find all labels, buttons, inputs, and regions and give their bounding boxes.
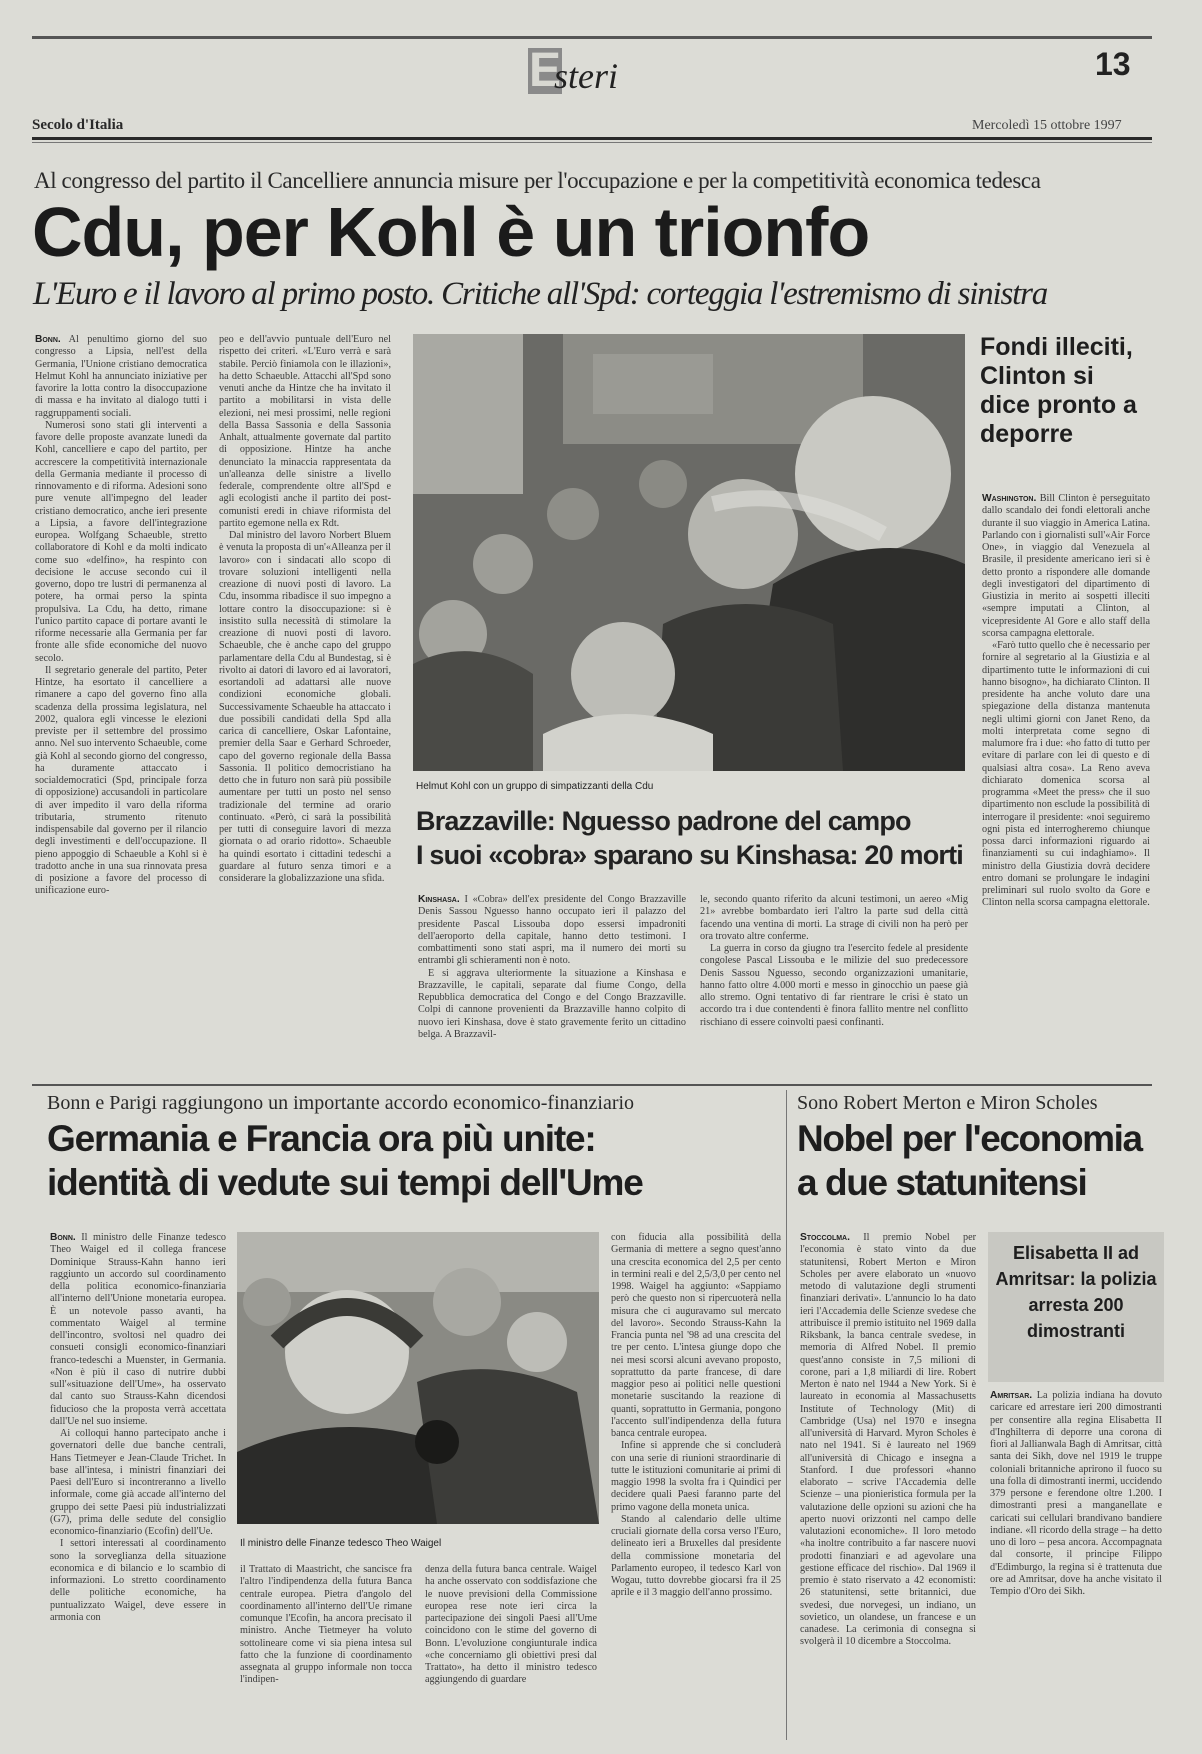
germania-col2-p1: il Trattato di Maastricht, che sancisce fra l'altro l'indipendenza della futura Banca centrale europea. Pietra d'angolo del coordinamento all'interno dell'Ue rimane comunque l'Ecofin, ha ancora precisato il ministro. Anche Tietmeyer ha voluto sottolineare come vi sia piena intesa sul fatto che la funzione di coordinamento assegnata al gruppo informale non tocca l'indipen- (240, 1564, 412, 1686)
section-logo-rest: steri (554, 56, 619, 96)
elisabetta-headline: Elisabetta II ad Amritsar: la polizia arresta 200 dimostranti (995, 1243, 1157, 1341)
elisabetta-p1: La polizia indiana ha dovuto caricare ed arrestare ieri 200 dimostranti per consentire alla regina Elisabetta II d'Inghilterra di deporre una corona di fiori al Jallianwala Bagh di Amritsar, città santa dei Sikh, dove nel 1919 le truppe coloniali britanniche aprirono il fuoco su una folla di dimostranti inermi, uccidendo 379 persone e ferendone oltre 1.200. I dimostranti presi a manganellate e caricati sui cellulari brandivano bandiere indiane. «Il ricordo della strage – ha detto uno di loro – pesa ancora. Accompagnata dal consorte, il principe Filippo d'Edimburgo, la regina si è trattenuta due ore ad Amritsar, dove ha anche visitato il Tempio d'Oro dei Sikh. (990, 1390, 1162, 1597)
brazzaville-column-1 (418, 894, 686, 1064)
clinton-p2: «Farò tutto quello che è necessario per fornire al segretario al la Giustizia e al dipartimento tutte le informazioni di cui hanno bisogno», ha dichiarato Clinton. Il presidente ha anche voluto dare una spiegazione della distanza mantenuta negli ultimi giorni con Janet Reno, da molti interpretata come segno di malumore fra i due: «ho fatto di tutto per evitare di parlare con lei di questo e di qualsiasi altra cosa». La Reno aveva dichiarato domenica scorsa al programma «Meet the press» che il suo dipartimento non esclude la possibilità di interrogare il presidente: «noi seguiremo ogni pista ed interrogheremo chiunque possa darci informazioni riguardo ai finanziamenti su cui indaghiamo». Il ministro della Giustizia dovrà decidere entro domani se prolungare le indagini preliminari sul ruolo svolto da Gore e Clinton nella scorsa campagna elettorale. (982, 640, 1150, 909)
lead-col1-p1: Al penultimo giorno del suo congresso a Lipsia, nell'est della Germania, l'Unione cristiano democratica Helmut Kohl ha annunciato iniziative per favorire la lotta contro la disoccupazione di massa e ha invitato al dialogo tutti i raggruppamenti sociali. (35, 334, 207, 419)
nobel-kicker: Sono Robert Merton e Miron Scholes (797, 1092, 1098, 1114)
germania-col3-p1: con fiducia alla possibilità della Germania di mettere a segno quest'anno una crescita economica del 2,5 per cento in termini reali e del 2,5/3,0 per cento nel 1998. Waigel ha aggiunto: «Sappiamo però che questo non si ripercuoterà nella misura che ci auguravamo sul mercato del lavoro». Secondo Strauss-Kahn la Francia punta nel '98 ad una crescita del tre per cento. L'intesa giunge dopo che nei mesi scorsi alcuni avevano proposto, soprattutto da parte francese, di dare maggior peso ai politici nelle questioni monetarie suscitando la reazione di quanti, soprattutto in Germania, pongono l'accento sull'indipendenza della futura banca centrale europea. (611, 1232, 781, 1439)
clinton-headline: Fondi illeciti, Clinton si dice pronto a deporre (980, 333, 1137, 448)
germania-dateline: Bonn. (50, 1232, 76, 1243)
lead-column-2 (219, 334, 391, 1064)
lead-headline: Cdu, per Kohl è un trionfo (32, 193, 870, 271)
elisabetta-dateline: Amritsar. (990, 1390, 1033, 1401)
lower-section-rule (32, 1084, 1152, 1086)
issue-date: Mercoledì 15 ottobre 1997 (972, 118, 1122, 133)
germania-kicker: Bonn e Parigi raggiungono un importante accordo economico-finanziario (47, 1092, 635, 1114)
clinton-p1: Bill Clinton è perseguitato dallo scandalo dei fondi elettorali anche durante il suo viaggio in America Latina. Parlando con i giornalisti sull'«Air Force One», in viaggio dal Venezuela al Brasile, il presidente americano ieri si è detto pronto a rispondere alle domande degli investigatori del dipartimento di Giustizia in merito ai sospetti illeciti «sempre imputati a Clinton, al vicepresidente Al Gore e allo staff della scorsa campagna elettorale. (982, 493, 1150, 639)
section-logo (528, 44, 619, 104)
nobel-column (800, 1232, 976, 1737)
germania-headline-2: identità di vedute sui tempi dell'Ume (47, 1162, 643, 1203)
kohl-photo (413, 334, 965, 771)
clinton-column (982, 493, 1150, 1063)
page-number: 13 (1095, 46, 1131, 82)
nobel-headline-2: a due statunitensi (797, 1162, 1087, 1203)
lead-column-1 (35, 334, 207, 1064)
waigel-photo-caption: Il ministro delle Finanze tedesco Theo Waigel (240, 1538, 442, 1549)
newspaper-name: Secolo d'Italia (32, 117, 124, 133)
germania-col3-p2: Infine si apprende che si concluderà con una serie di riunioni straordinarie di tutte le istituzioni comunitarie ai primi di maggio 1998 la svolta fra i Quindici per decidere quali Paesi faranno parte del primo vagone della moneta unica. (611, 1440, 781, 1513)
elisabetta-column (990, 1390, 1162, 1738)
lead-col1-p2: Numerosi sono stati gli interventi a favore delle proposte avanzate lunedì da Kohl, cancelliere e capo del partito, per accrescere la competitività internazionale della Germania mediante il processo di rinnovamento e di riforma. Adesioni sono pure venute all'impegno del leader cristiano democratico, anche ieri presente a Lipsia, a favore dell'integrazione europea. Wolfgang Schaeuble, stretto collaboratore di Kohl e da molti indicato come suo «delfino», ha respinto con decisione le accuse secondo cui il governo, dopo tre lustri di permanenza al potere, ha ormai perso la spinta propulsiva. La Cdu, ha detto, rimane l'unico partito capace di portare avanti le riforme necessarie alla Germania per far fronte alle sfide economiche del nuovo secolo. (35, 419, 207, 664)
nobel-divider (786, 1090, 787, 1740)
masthead-rule-thin (32, 142, 1152, 143)
brazzaville-headline-2: I suoi «cobra» sparano su Kinshasa: 20 morti (416, 840, 963, 870)
top-rule (32, 36, 1152, 39)
germania-col1-p2: Ai colloqui hanno partecipato anche i governatori delle due banche centrali, Hans Tietmeyer e Jean-Claude Trichet. In base all'intesa, i ministri finanziari dei Paesi dell'Euro si incontreranno a livello informale, come già accade all'interno del gruppo dei sette Paesi più industrializzati (G7), prima delle sedute del consiglio economico-finanziario (Ecofin) dell'Ue. (50, 1428, 226, 1537)
brazzaville-col2-p1: le, secondo quanto riferito da alcuni testimoni, un aereo «Mig 21» avrebbe bombardato ieri l'altro la parte sud della città facendo una ventina di morti. La strage di civili non ha però per ora trovato altre conferme. (700, 894, 968, 942)
germania-col2b-p1: denza della futura banca centrale. Waigel ha anche osservato con soddisfazione che le nuove previsioni della Commissione europea rese note ieri circa la partecipazione dei singoli Paesi all'Ume coincidono con le stime del governo di Bonn. L'evoluzione congiunturale indica «che concerniamo gli obiettivi presi dal Trattato», ha detto il ministro tedesco aggiungendo di guardare (425, 1564, 597, 1686)
kohl-photo-image (413, 334, 965, 771)
lead-kicker: Al congresso del partito il Cancelliere annuncia misure per l'occupazione e per la competitività economica tedesca (34, 168, 1041, 193)
brazzaville-dateline: Kinshasa. (418, 894, 460, 905)
waigel-photo-image (237, 1232, 599, 1524)
brazzaville-headline-1: Brazzaville: Nguesso padrone del campo (416, 806, 911, 836)
section-logo-letter: E (528, 44, 561, 97)
brazzaville-col2-p2: La guerra in corso da giugno tra l'esercito fedele al presidente congolese Pascal Lissouba e le milizie del suo predecessore Denis Sassou Nguesso, secondo organizzazioni umanitarie, hanno fatto oltre 4.000 morti e messo in ginocchio un paese già allo stremo. Ogni tentativo di far rientrare le crisi è stato un accordo tra i due contendenti è finora fallito mentre nel conflitto rischiano di essere coinvolti paesi confinanti. (700, 943, 968, 1028)
waigel-photo (237, 1232, 599, 1524)
nobel-headline-1: Nobel per l'economia (797, 1118, 1142, 1159)
brazzaville-column-2 (700, 894, 968, 1064)
nobel-dateline: Stoccolma. (800, 1232, 850, 1243)
germania-column-2b (425, 1564, 597, 1739)
clinton-dateline: Washington. (982, 493, 1037, 504)
germania-column-2 (240, 1564, 412, 1739)
lead-subhead: L'Euro e il lavoro al primo posto. Critiche all'Spd: corteggia l'estremismo di sinistra (33, 276, 1048, 312)
masthead-rule (32, 137, 1152, 140)
germania-headline-1: Germania e Francia ora più unite: (47, 1118, 596, 1159)
brazzaville-col1-p2: E si aggrava ulteriormente la situazione a Kinshasa e Brazzaville, le capitali, separate dal fiume Congo, della Repubblica democratica del Congo e del Congo Brazzaville. Colpi di cannone provenienti da Brazzaville hanno colpito di nuovo ieri Kinshasa, dove è stato gravemente ferito un cittadino belga. A Brazzavil- (418, 967, 686, 1040)
lead-col2-p2: Dal ministro del lavoro Norbert Bluem è venuta la proposta di un'«Alleanza per il lavoro» con i sindacati allo scopo di trovare soluzioni intelligenti nella creazione di nuovi posti di lavoro. La Cdu, insomma ribadisce il suo impegno a lottare contro la disoccupazione: si è insistito sulla necessità di stimolare la creazione di nuovi posti di lavoro. Schaeuble, che è anche capo del gruppo parlamentare della Cdu al Bundestag, si è rivolto ai datori di lavoro ed ai lavoratori, esortandoli ad adattarsi alle nuove condizioni economiche globali. Successivamente Schaeuble ha attaccato i due possibili candidati della Spd alla carica di cancelliere, Oskar Lafontaine, premier della Saar e Gerhard Schroeder, capo del governo regionale della Bassa Sassonia. Il politico democristiano ha detto che in futuro non sarà più possibile aumentare per tutti un posto nel senso tradizionale del termine ad orario continuato. «Però, ci sarà la possibilità per tutti di conseguire lavori di mezza giornata o ad orario ridotto». Schaeuble ha quindi esortato i cittadini tedeschi a guardare al futuro senza timori e a considerare la globalizzazione una sfida. (219, 530, 391, 884)
germania-col1-p1: Il ministro delle Finanze tedesco Theo Waigel ed il collega francese Dominique Strauss-Kahn hanno ieri raggiunto un accordo sul coordinamento della politica economico-finanziaria all'interno dell'Unione monetaria europea. È un notevole passo avanti, ha commentato Waigel al termine dell'incontro, svoltosi nel quadro dei consueti consigli economico-finanziari franco-tedeschi a Muenster, in Germania. «Non è più il caso di nutrire dubbi sull'«situazione dell'Ume», ha osservato dal canto suo Strauss-Kahn dicendosi fiducioso che la proposta verrà accettata dall'Ue nel suo insieme. (50, 1232, 226, 1427)
lead-col2-p1: peo e dell'avvio puntuale dell'Euro nel rispetto dei criteri. «L'Euro verrà e sarà stabile. Perciò finiamola con le illazioni», ha detto Schaeuble. Attacchi all'Spd sono venuti anche da Hintze che ha invitato il partito a mobilitarsi in vista delle elezioni, nei mesi prossimi, nelle regioni della Bassa Sassonia e della Sassonia Anhalt, attualmente governate dal partito di opposizione. Hintze ha anche denunciato la minaccia rappresentata da un'alleanza delle sinistre a livello federale, comprendente oltre all'Spd e agli ecologisti anche il partito dei post-comunisti eredi in chiave riformista del partito egemone nella ex Rdt. (219, 334, 391, 529)
brazzaville-col1-p1: I «Cobra» dell'ex presidente del Congo Brazzaville Denis Sassou Nguesso hanno occupato ieri il palazzo del presidente Pascal Lissouba dopo essersi impadroniti dell'aeroporto della capitale, hanno detto testimoni. I combattimenti sono stati aspri, ma il numero dei morti su entrambi gli schieramenti non è noto. (418, 894, 686, 967)
germania-column-3 (611, 1232, 781, 1737)
germania-col3-p3: Stando al calendario delle ultime cruciali giornate della corsa verso l'Euro, delineato ieri a Bruxelles dal presidente della commissione monetaria del Parlamento europeo, il tedesco Karl von Wogau, tutto dovrebbe giocarsi fra il 25 aprile e il 3 maggio dell'anno prossimo. (611, 1513, 781, 1599)
lead-dateline: Bonn. (35, 334, 61, 345)
kohl-photo-caption: Helmut Kohl con un gruppo di simpatizzanti della Cdu (416, 781, 654, 792)
lead-col1-p3: Il segretario generale del partito, Peter Hintze, ha esortato il cancelliere a rimanere a capo del governo fino alla scadenza della prossima legislatura, nel 2002, qualora egli vincesse le elezioni previste per il settembre del prossimo anno. Nel suo intervento Schaeuble, come già Kohl al secondo giorno del congresso, ha duramente attaccato i socialdemocratici (Spd, principale forza di opposizione) accusandoli in particolare di aver impedito il varo della riforma tributaria, strumento ritenuto indispensabile dal governo per il rilancio degli investimenti e dell'occupazione. Il pieno appoggio di Schaeuble a Kohl si è tradotto anche in una sua rinnovata presa di posizione a favore del processo di unificazione euro- (35, 664, 207, 897)
germania-col1-p3: I settori interessati al coordinamento sono la sorveglianza della situazione economica e di bilancio e lo scambio di informazioni. Lo stretto coordinamento delle politiche economiche, ha puntualizzato Waigel, deve essere in armonia con (50, 1538, 226, 1623)
nobel-p1: Il premio Nobel per l'economia è stato vinto da due statunitensi, Robert Merton e Miron Scholes per avere elaborato un «nuovo metodo di valutazione degli strumenti finanziari derivati». L'annuncio lo ha dato ieri l'Accademia delle Scienze svedese che attribuisce il premio istituito nel 1969 dalla Riksbank, la banca centrale svedese, in memoria di Alfred Nobel. Il premio quest'anno consiste in 7,5 milioni di corone, pari a 1,8 miliardi di lire. Robert Merton è nato nel 1944 a New York. Si è laureato in economia al Massachusetts Institute of Technology (Mit) di Cambridge (Usa) nel 1970 e insegna all'università di Harvard. Myron Scholes è nato nel 1941. Si è laureato nel 1969 all'università di Chicago e insegna a Stanford. I due professori «hanno elaborato – scrive l'Accademia delle Scienze – una pionieristica formula per la valutazione delle opzioni su azioni che ha aperto nuovi orizzonti nel campo delle valutazioni economiche». Il loro metodo «ha inoltre contribuito a far nascere nuovi prodotti finanziari e ad agevolare una gestione efficace del rischio». Dal 1969 il premio è stato riservato a 42 economisti: 26 statunitensi, sette britannici, due svedesi, due norvegesi, un indiano, un sovietico, un olandese, un francese e un canadese. La cerimonia di consegna si svolgerà il 10 dicembre a Stoccolma. (800, 1232, 976, 1648)
germania-column-1 (50, 1232, 226, 1737)
